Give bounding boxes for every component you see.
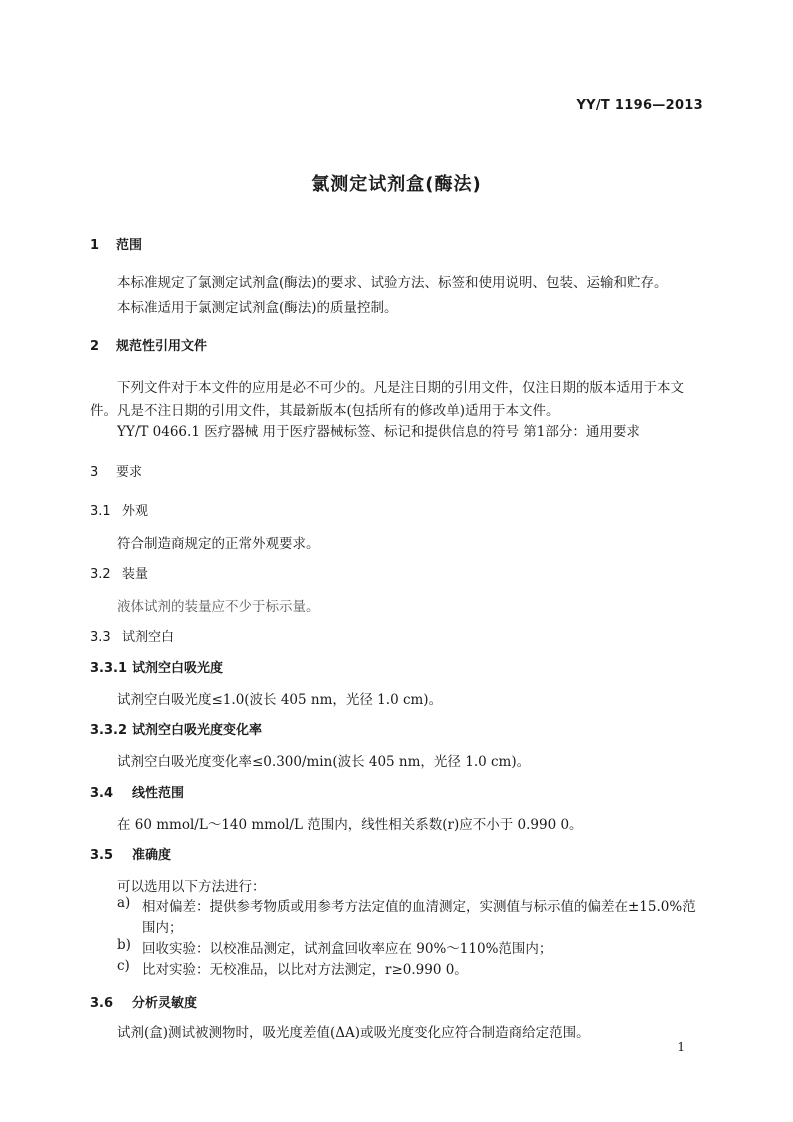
section-title: 规范性引用文件 xyxy=(116,339,208,354)
page-number: 1 xyxy=(677,1040,685,1054)
list-item-label: b) xyxy=(117,937,131,953)
paragraph: 本标准适用于氯测定试剂盒(酶法)的质量控制。 xyxy=(117,300,398,316)
standard-number: YY/T 1196—2013 xyxy=(576,98,703,113)
paragraph: 试剂(盒)测试被测物时，吸光度差值(ΔA)或吸光度变化应符合制造商给定范围。 xyxy=(117,1025,590,1041)
section-title: 线性范围 xyxy=(132,786,185,801)
paragraph: 试剂空白吸光度变化率≤0.300/min(波长 405 nm，光径 1.0 cm)。 xyxy=(117,754,531,770)
list-item-continuation: 围内； xyxy=(142,920,183,936)
subsection-3-3-heading xyxy=(90,626,174,645)
section-title: 装量 xyxy=(122,567,149,582)
paragraph: 试剂空白吸光度≤1.0(波长 405 nm，光径 1.0 cm)。 xyxy=(117,692,443,708)
section-title: 试剂空白吸光度 xyxy=(132,661,224,676)
section-number: 3 xyxy=(90,465,99,480)
subsection-3-3-2-heading xyxy=(90,719,262,738)
section-title: 准确度 xyxy=(132,848,172,863)
list-item: 比对实验：无校准品，以比对方法测定，r≥0.990 0。 xyxy=(142,962,468,978)
document-title: 氯测定试剂盒(酶法) xyxy=(311,174,482,195)
paragraph: 本标准规定了氯测定试剂盒(酶法)的要求、试验方法、标签和使用说明、包装、运输和贮存。 xyxy=(117,275,668,291)
section-title: 试剂空白 xyxy=(122,630,175,645)
section-number: 3.3.1 xyxy=(90,661,128,676)
list-item-label: c) xyxy=(117,958,130,974)
paragraph: 可以选用以下方法进行： xyxy=(117,879,266,895)
paragraph: 液体试剂的装量应不少于标示量。 xyxy=(117,599,320,615)
subsection-3-2-heading xyxy=(90,563,148,582)
section-number: 3.5 xyxy=(90,848,114,863)
subsection-3-5-heading xyxy=(90,844,171,863)
section-number: 3.4 xyxy=(90,786,114,801)
section-3-heading xyxy=(90,461,142,480)
section-1-heading xyxy=(90,234,142,253)
section-number: 3.1 xyxy=(90,504,111,519)
subsection-3-3-1-heading xyxy=(90,657,223,676)
paragraph: 下列文件对于本文件的应用是必不可少的。凡是注日期的引用文件，仅注日期的版本适用于本文 xyxy=(117,380,684,396)
section-number: 3.6 xyxy=(90,996,114,1011)
normative-reference: YY/T 0466.1 医疗器械 用于医疗器械标签、标记和提供信息的符号 第1部分：通用要求 xyxy=(117,424,640,440)
paragraph: 在 60 mmol/L～140 mmol/L 范围内，线性相关系数(r)应不小于 0.990 0。 xyxy=(117,817,583,833)
section-title: 分析灵敏度 xyxy=(132,996,198,1011)
section-2-heading xyxy=(90,335,207,354)
list-item-label: a) xyxy=(117,895,131,911)
subsection-3-1-heading xyxy=(90,500,148,519)
paragraph-continuation: 件。凡是不注日期的引用文件，其最新版本(包括所有的修改单)适用于本文件。 xyxy=(90,403,560,419)
list-item: 回收实验：以校准品测定，试剂盒回收率应在 90%～110%范围内； xyxy=(142,941,553,957)
section-number: 3.2 xyxy=(90,567,111,582)
list-item: 相对偏差：提供参考物质或用参考方法定值的血清测定，实测值与标示值的偏差在±15.0%范 xyxy=(142,899,696,915)
section-number: 2 xyxy=(90,339,100,354)
subsection-3-4-heading xyxy=(90,782,184,801)
subsection-3-6-heading xyxy=(90,992,197,1011)
section-title: 试剂空白吸光度变化率 xyxy=(132,723,263,738)
section-number: 3.3.2 xyxy=(90,723,128,738)
section-number: 3.3 xyxy=(90,630,111,645)
paragraph: 符合制造商规定的正常外观要求。 xyxy=(117,536,320,552)
section-title: 要求 xyxy=(116,465,143,480)
section-title: 外观 xyxy=(122,504,149,519)
section-number: 1 xyxy=(90,238,100,253)
section-title: 范围 xyxy=(116,238,143,253)
